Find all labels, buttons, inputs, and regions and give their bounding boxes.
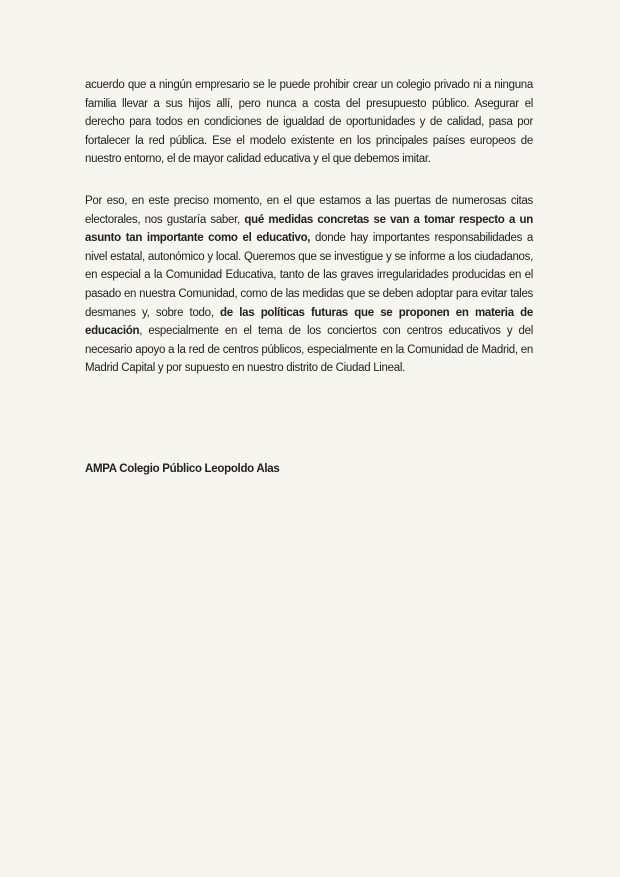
text-run: , especialmente en el tema de los conciertos con centros educativos y del necesario apoyo a la red de centros públicos, especialmente en la Comunidad de Madrid, en Madrid Capital y por supuesto en nuestro distrito de Ciudad Lineal. bbox=[85, 325, 533, 375]
signature: AMPA Colegio Público Leopoldo Alas bbox=[85, 462, 280, 475]
paragraph bbox=[85, 76, 533, 169]
paragraph bbox=[85, 192, 533, 378]
emphasized-text-run: de las políticas futuras que se proponen en materia de educación bbox=[85, 306, 534, 338]
text-run: acuerdo que a ningún empresario se le puede prohibir crear un colegio privado ni a ninguna familia llevar a sus hijos allí, pero nunca a costa del presupuesto público. Asegurar el derecho para todos en condiciones de igualdad de oportunidades y de calidad, pasa por fortalecer la red pública. Ese el modelo existente en los principales países europeos de nuestro entorno, el de mayor calidad educativa y el que debemos imitar. bbox=[85, 79, 533, 166]
emphasized-text-run: qué medidas concretas se van a tomar respecto a un asunto tan importante como el educativo, bbox=[85, 213, 533, 245]
document-body bbox=[85, 76, 533, 378]
text-run: donde hay importantes responsabilidades a nivel estatal, autonómico y local. Queremos que se investigue y se informe a los ciudadanos, en especial a la Comunidad Educativa, tanto de las graves irregularidades producidas en el pasado en nuestra Comunidad, como de las medidas que se deben adoptar para evitar tales desmanes y, sobre todo, bbox=[85, 232, 533, 319]
text-run: Por eso, en este preciso momento, en el que estamos a las puertas de numerosas citas electorales, nos gustaría saber, bbox=[85, 194, 533, 226]
